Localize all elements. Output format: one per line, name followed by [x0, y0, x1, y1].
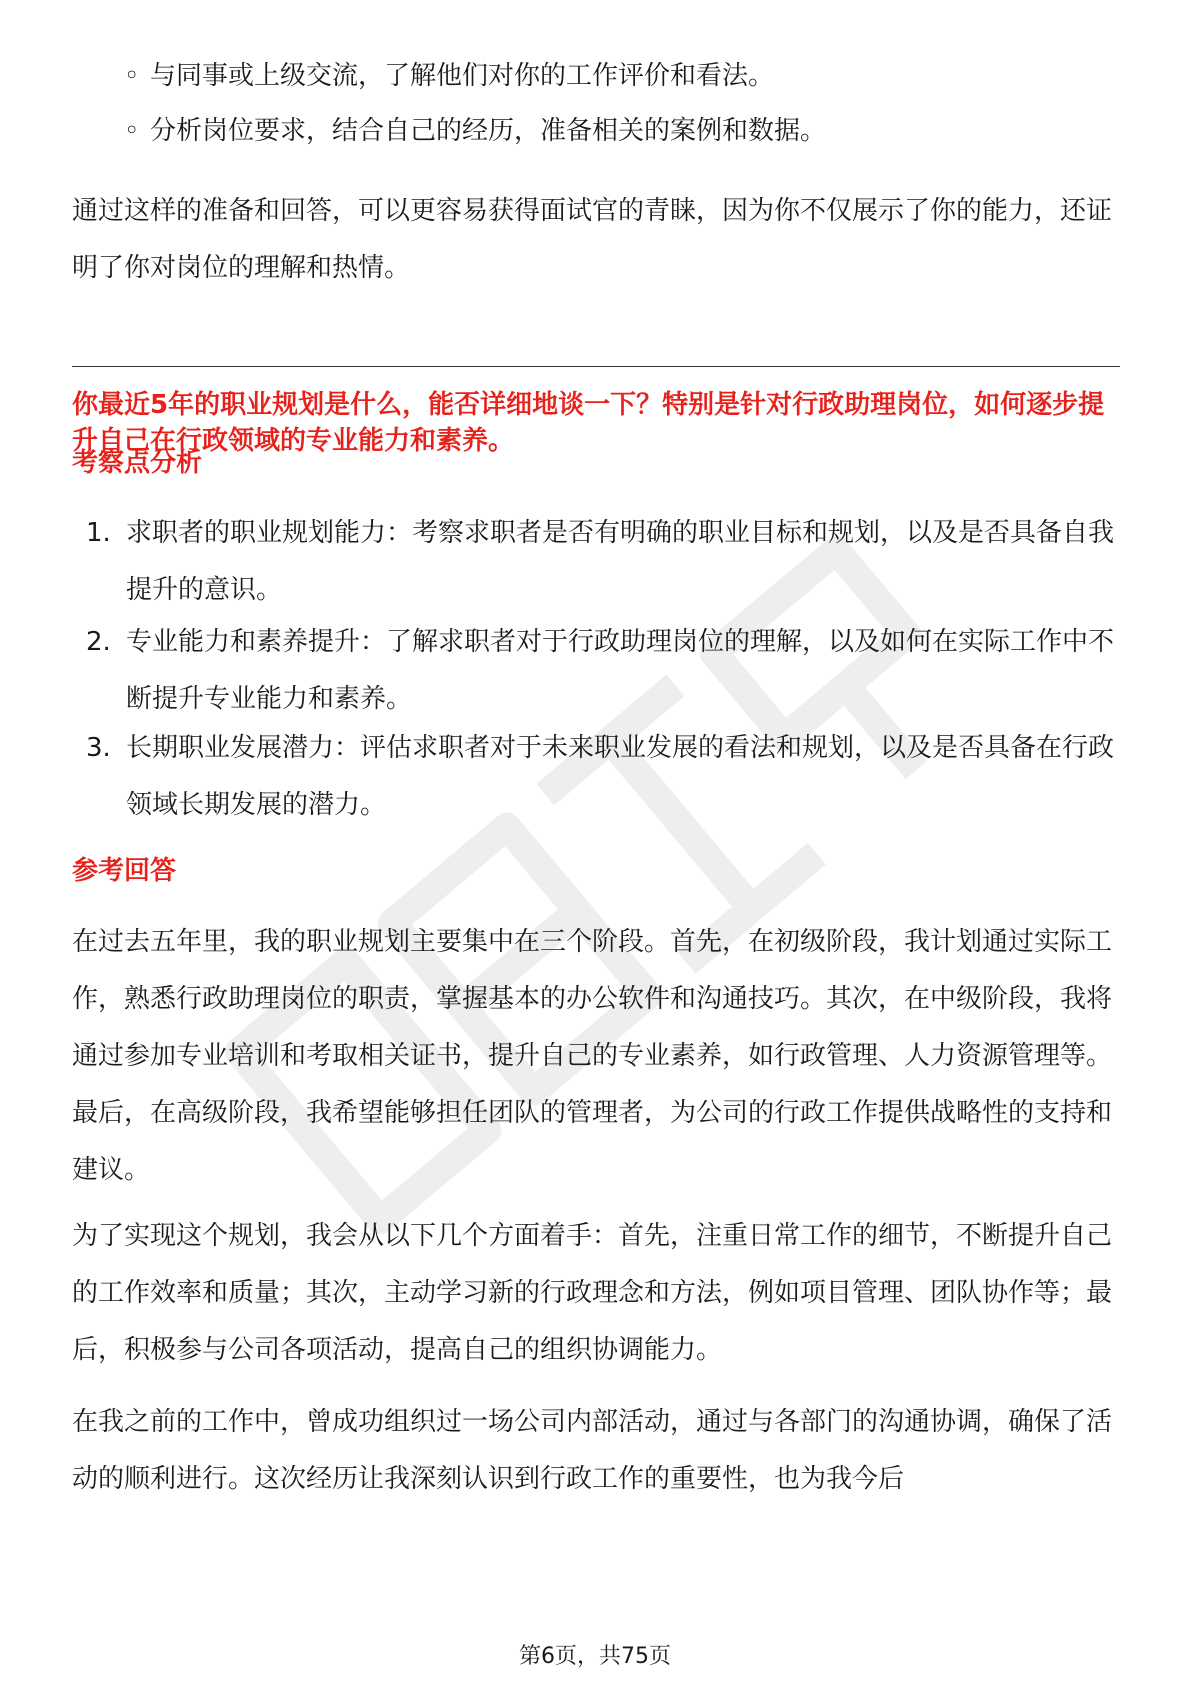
intro-paragraph: 通过这样的准备和回答，可以更容易获得面试官的青睐，因为你不仅展示了你的能力，还证明了你对岗位的理解和热情。 — [72, 196, 1113, 283]
analysis-heading: 考察点分析 — [72, 448, 203, 478]
answer-paragraph-1: 在过去五年里，我的职业规划主要集中在三个阶段。首先，在初级阶段，我计划通过实际工作，熟悉行政助理岗位的职责，掌握基本的办公软件和沟通技巧。其次，在中级阶段，我将通过参加专业培训和考取相关证书，提升自己的专业素养，如行政管理、人力资源管理等。最后，在高级阶段，我希望能够担任团队的管理者，为公司的行政工作提供战略性的支持和建议。 — [72, 927, 1113, 1185]
bullet-marker: ◦ — [124, 116, 140, 146]
analysis-item-2: 2. 专业能力和素养提升：了解求职者对于行政助理岗位的理解，以及如何在实际工作中不断提升专业能力和素养。 — [86, 627, 1115, 714]
bullet-item-2: ◦ 分析岗位要求，结合自己的经历，准备相关的案例和数据。 — [150, 103, 826, 160]
page-footer: 第6页，共75页 — [519, 1644, 671, 1669]
analysis-item-1: 1. 求职者的职业规划能力：考察求职者是否有明确的职业目标和规划，以及是否具备自我提升的意识。 — [86, 518, 1115, 605]
answer-paragraph-3: 在我之前的工作中，曾成功组织过一场公司内部活动，通过与各部门的沟通协调，确保了活动的顺利进行。这次经历让我深刻认识到行政工作的重要性，也为我今后 — [72, 1407, 1113, 1494]
answer-paragraph-2: 为了实现这个规划，我会从以下几个方面着手：首先，注重日常工作的细节，不断提升自己的工作效率和质量；其次，主动学习新的行政理念和方法，例如项目管理、团队协作等；最后，积极参与公司各项活动，提高自己的组织协调能力。 — [72, 1221, 1113, 1365]
answer-heading: 参考回答 — [72, 856, 177, 886]
analysis-item-3: 3. 长期职业发展潜力：评估求职者对于未来职业发展的看法和规划，以及是否具备在行政领域长期发展的潜力。 — [86, 733, 1115, 820]
question-heading: 你最近5年的职业规划是什么，能否详细地谈一下？特别是针对行政助理岗位，如何逐步提升自己在行政领域的专业能力和素养。 — [72, 390, 1105, 456]
section-divider — [72, 366, 1120, 367]
bullet-marker: ◦ — [124, 61, 140, 91]
bullet-item-1: ◦ 与同事或上级交流，了解他们对你的工作评价和看法。 — [150, 48, 774, 105]
